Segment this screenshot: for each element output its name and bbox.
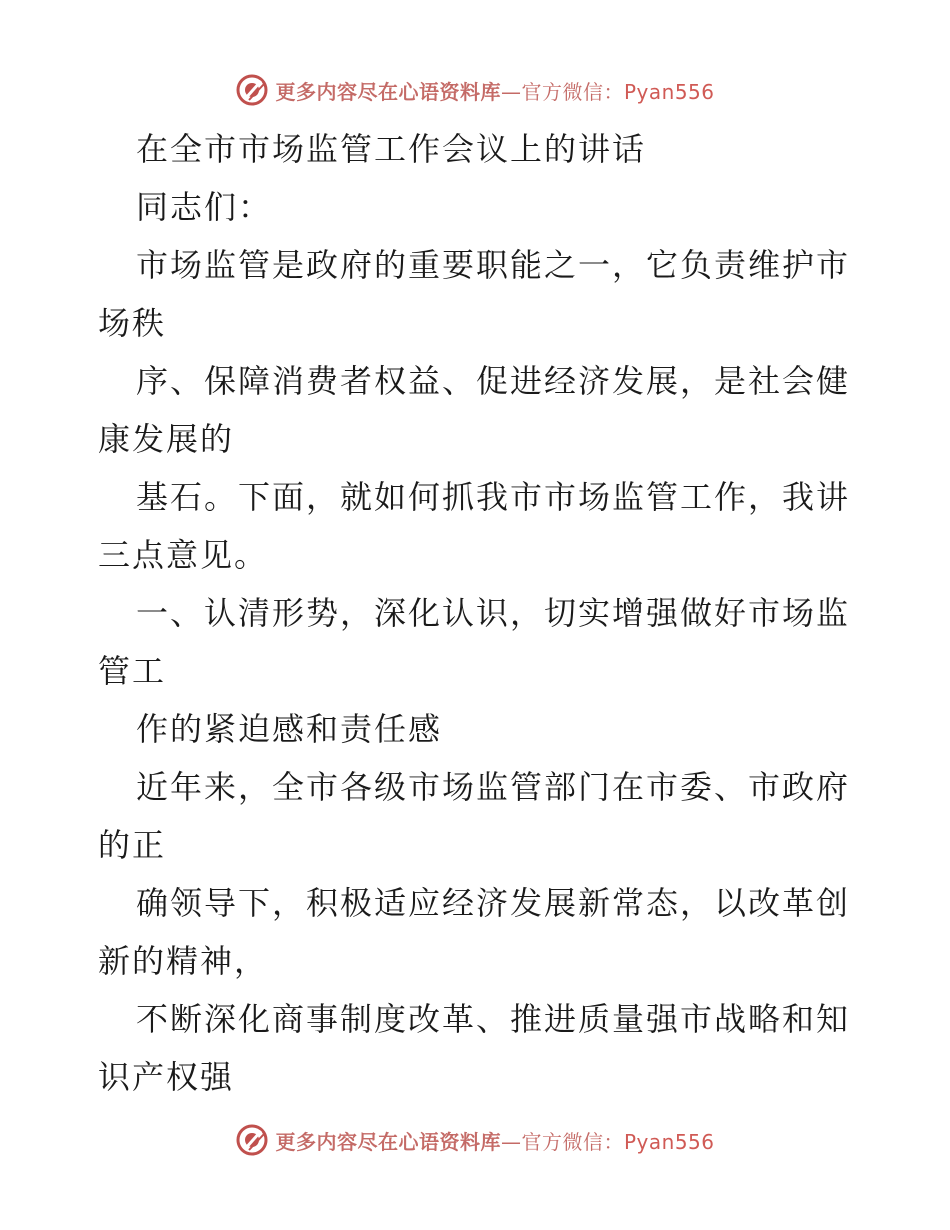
banner-wechat-id: Pyan556 [623, 1129, 715, 1154]
speech-heading: 一、认清形势，深化认识，切实增强做好市场监 [136, 594, 851, 632]
banner-dash: — [500, 79, 522, 104]
banner-wechat-label: 官方微信： [521, 79, 624, 104]
speech-title: 在全市市场监管工作会议上的讲话 [136, 130, 647, 168]
speech-line: 识产权强 [98, 1058, 235, 1096]
speech-line: 基石。下面，就如何抓我市市场监管工作，我讲 [136, 478, 851, 516]
speech-line: 三点意见。 [98, 536, 269, 574]
speech-line: 康发展的 [98, 420, 235, 458]
banner-wechat-label: 官方微信： [521, 1129, 624, 1154]
footer-watermark-banner [0, 1120, 950, 1160]
speech-line: 市场监管是政府的重要职能之一，它负责维护市 [136, 246, 851, 284]
speech-line: 的正 [98, 826, 167, 864]
xinyu-logo-icon [235, 73, 269, 107]
banner-dash: — [500, 1129, 522, 1154]
xinyu-logo-icon [235, 1123, 269, 1157]
speech-body [98, 120, 858, 1106]
speech-line: 新的精神， [98, 942, 269, 980]
speech-line: 作的紧迫感和责任感 [136, 710, 443, 748]
speech-line: 确领导下，积极适应经济发展新常态，以改革创 [136, 884, 851, 922]
speech-line: 同志们： [136, 188, 273, 226]
banner-wechat-id: Pyan556 [623, 79, 715, 104]
header-watermark-banner [0, 70, 950, 110]
speech-line: 场秩 [98, 304, 167, 342]
speech-line: 近年来，全市各级市场监管部门在市委、市政府 [136, 768, 851, 806]
speech-line: 管工 [98, 652, 167, 690]
banner-site-text: 更多内容尽在心语资料库 [275, 1129, 501, 1154]
speech-line: 不断深化商事制度改革、推进质量强市战略和知 [136, 1000, 851, 1038]
banner-site-text: 更多内容尽在心语资料库 [275, 79, 501, 104]
speech-line: 序、保障消费者权益、促进经济发展，是社会健 [136, 362, 851, 400]
